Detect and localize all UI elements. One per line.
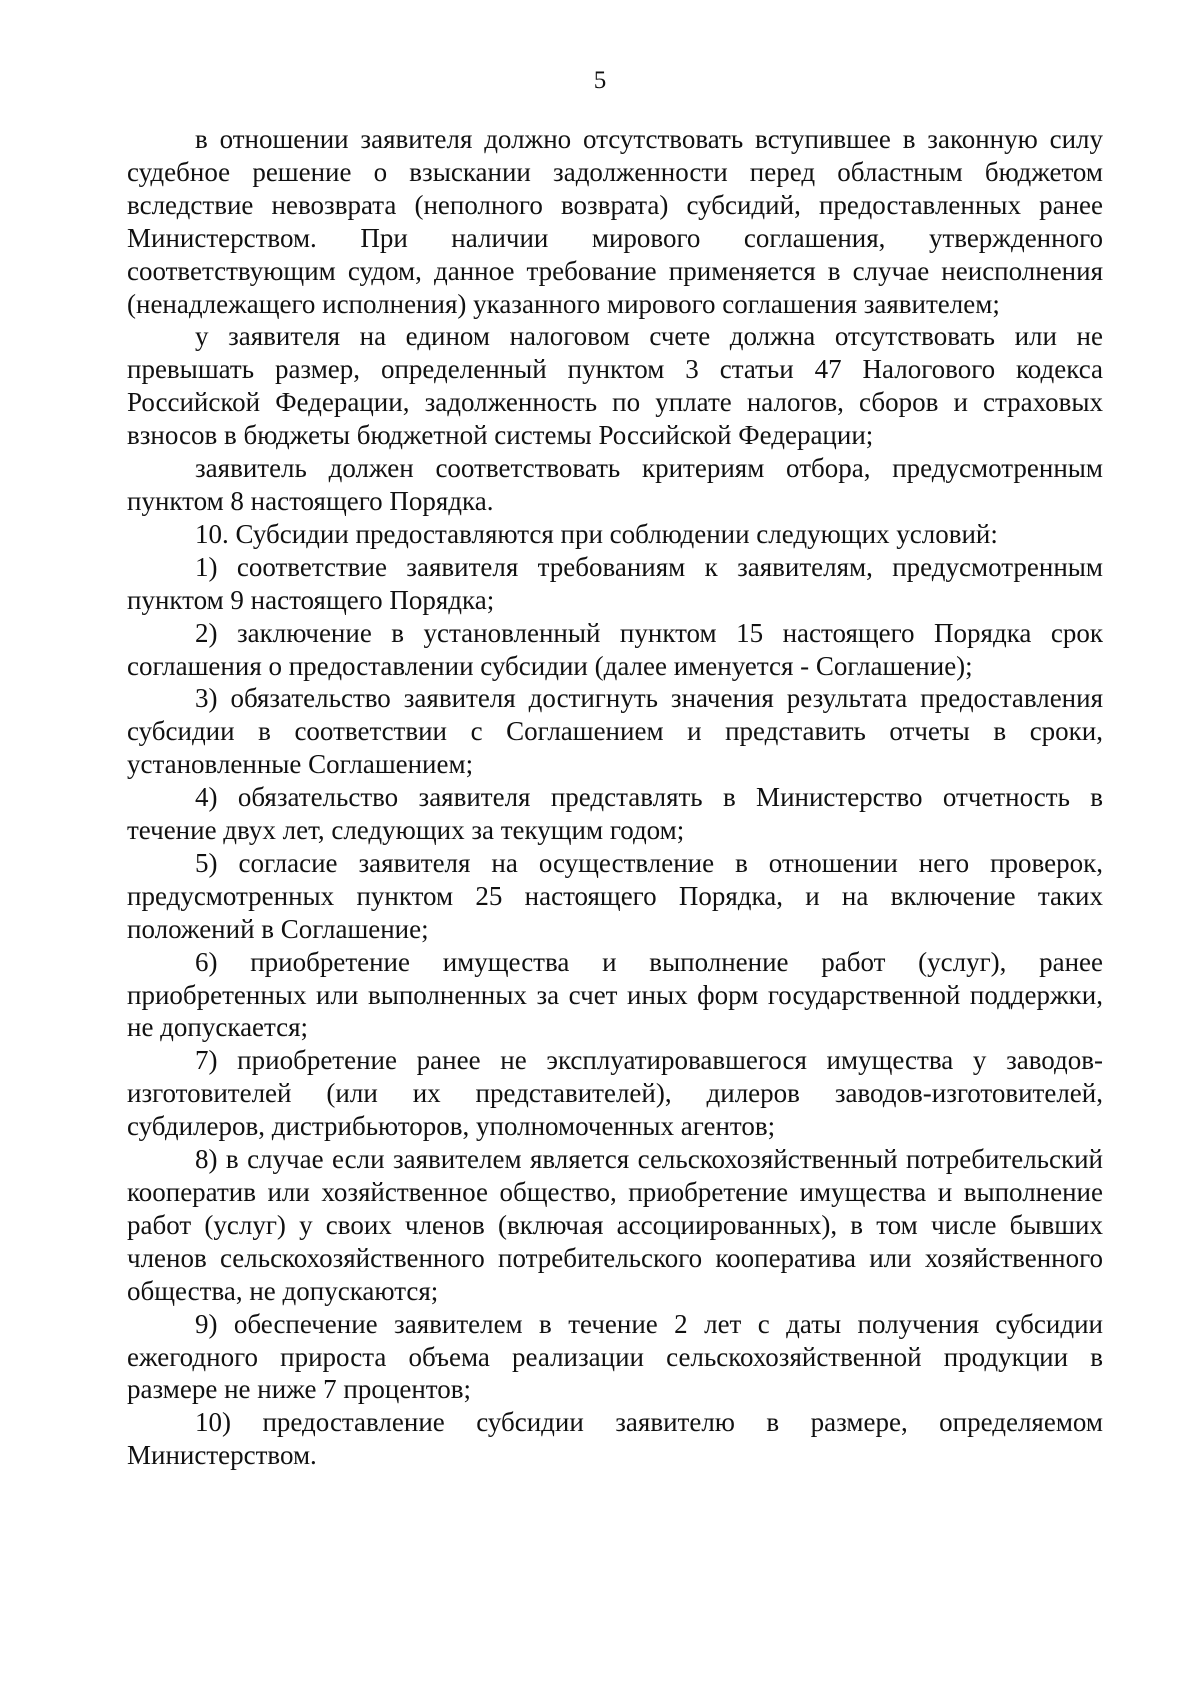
paragraph: 1) соответствие заявителя требованиям к заявителям, предусмотренным пунктом 9 настоящего Порядка; — [127, 551, 1103, 615]
paragraph: в отношении заявителя должно отсутствовать вступившее в законную силу судебное решение о взыскании задолженности перед областным бюджетом вследствие невозврата (неполного возврата) субсидий, предоставленных ранее Министерством. При наличии мирового соглашения, утвержденного соответствующим судом, данное требование применяется в случае неисполнения (ненадлежащего исполнения) указанного мирового соглашения заявителем; — [127, 124, 1103, 319]
paragraph: заявитель должен соответствовать критериям отбора, предусмотренным пунктом 8 настоящего Порядка. — [127, 453, 1103, 516]
paragraph: 5) согласие заявителя на осуществление в отношении него проверок, предусмотренных пунктом 25 настоящего Порядка, и на включение таких положений в Соглашение; — [127, 847, 1103, 944]
document-body — [127, 123, 1103, 1472]
paragraph: 4) обязательство заявителя представлять в Министерство отчетность в течение двух лет, следующих за текущим годом; — [127, 782, 1103, 846]
paragraph: 9) обеспечение заявителем в течение 2 лет с даты получения субсидии ежегодного прироста объема реализации сельскохозяйственной продукции в размере не ниже 7 процентов; — [127, 1308, 1103, 1405]
paragraph: 7) приобретение ранее не эксплуатировавшегося имущества у заводов-изготовителей (или их представителей), дилеров заводов-изготовителей, субдилеров, дистрибьюторов, уполномоченных агентов; — [127, 1045, 1103, 1142]
paragraph: 3) обязательство заявителя достигнуть значения результата предоставления субсидии в соответствии с Соглашением и представить отчеты в сроки, установленные Соглашением; — [127, 683, 1103, 780]
paragraph: 10) предоставление субсидии заявителю в размере, определяемом Министерством. — [127, 1407, 1103, 1471]
paragraph: 6) приобретение имущества и выполнение работ (услуг), ранее приобретенных или выполненных за счет иных форм государственной поддержки, не допускается; — [127, 946, 1103, 1043]
paragraph: у заявителя на едином налоговом счете должна отсутствовать или не превышать размер, определенный пунктом 3 статьи 47 Налогового кодекса Российской Федерации, задолженность по уплате налогов, сборов и страховых взносов в бюджеты бюджетной системы Российской Федерации; — [127, 321, 1103, 451]
paragraph: 2) заключение в установленный пунктом 15 настоящего Порядка срок соглашения о предоставлении субсидии (далее именуется - Соглашение); — [127, 617, 1103, 681]
paragraph: 8) в случае если заявителем является сельскохозяйственный потребительский кооператив или хозяйственное общество, приобретение имущества и выполнение работ (услуг) у своих членов (включая ассоциированных), в том числе бывших членов сельскохозяйственного потребительского кооператива или хозяйственного общества, не допускаются; — [127, 1144, 1103, 1306]
paragraph: 10. Субсидии предоставляются при соблюдении следующих условий: — [195, 518, 998, 549]
page-number: 5 — [593, 67, 607, 94]
